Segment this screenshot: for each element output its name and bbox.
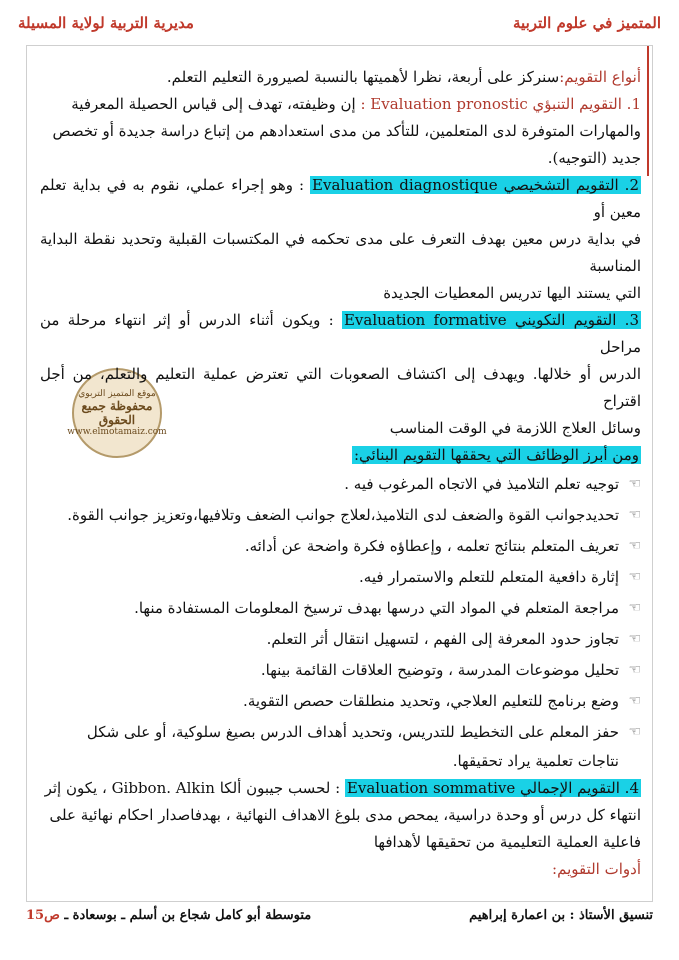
section3-text1: : ويكون أثناء الدرس أو إثر انتهاء مرحلة من مراحل	[40, 311, 641, 356]
section2-line1	[40, 172, 641, 226]
section4-highlight	[345, 779, 641, 797]
list-item-text: حفز المعلم على التخطيط للتدريس، وتحديد أهداف الدرس بصيغ سلوكية، أو على شكل	[86, 723, 619, 741]
header-right-title: المتميز في علوم التربية	[513, 14, 661, 32]
stamp-bottom-text: www.elmotamaiz.com	[67, 427, 167, 437]
page-footer	[26, 908, 653, 932]
list-continuation: نتاجات تعلمية يراد تحقيقها.	[452, 752, 619, 770]
section4-label: التقويم الإجمالي Evaluation sommative	[346, 779, 620, 797]
list-item	[40, 562, 641, 593]
list-item-text: إثارة دافعية المتعلم للتعلم والاستمرار فيه.	[359, 568, 619, 586]
intro-paragraph	[40, 64, 641, 91]
footer-school: متوسطة أبو كامل شجاع بن أسلم ـ بوسعادة ـ	[64, 908, 312, 923]
document-body	[40, 64, 641, 883]
section3-number: 3.	[624, 311, 639, 329]
footer-school-page	[26, 908, 311, 923]
section3-line3: وسائل العلاج اللازمة في الوقت المناسب	[389, 419, 641, 437]
tools-heading: أدوات التقويم:	[552, 860, 641, 878]
section3-highlight	[342, 311, 641, 329]
section2-text1: : وهو إجراء عملي، نقوم به في بداية تعلم معين أو	[40, 176, 641, 221]
section4-number: 4.	[624, 779, 639, 797]
section1-line2: والمهارات المتوفرة لدى المتعلمين، للتأكد من مدى استعدادهم من إتباع دراسة جديدة أو تخصص	[52, 122, 641, 140]
list-item	[40, 531, 641, 562]
hand-pointing-icon: ☜	[628, 476, 641, 492]
section3-subheading-row	[40, 442, 641, 469]
hand-pointing-icon: ☜	[628, 662, 641, 678]
section4-line3: فاعلية العملية التعليمية من تحقيقها لأهدافها	[373, 833, 641, 851]
page-number: ص15	[26, 908, 60, 923]
list-item-text: تحليل موضوعات المدرسة ، وتوضيح العلاقات القائمة بينها.	[260, 661, 619, 679]
section2-label: التقويم التشخيصي Evaluation diagnostique	[312, 176, 619, 194]
hand-pointing-icon: ☜	[628, 507, 641, 523]
list-item-text: وضع برنامج للتعليم العلاجي، وتحديد منطلقات حصص التقوية.	[243, 692, 619, 710]
section1-text1: إن وظيفته، تهدف إلى قياس الحصيلة المعرفية	[71, 95, 361, 113]
section3-line2: الدرس أو خلالها. ويهدف إلى اكتشاف الصعوبات التي تعترض عملية التعليم والتعلم، من أجل اقتراح	[40, 365, 641, 410]
hand-pointing-icon: ☜	[628, 631, 641, 647]
list-item	[40, 717, 641, 748]
footer-coordinator: تنسيق الأستاذ : بن اعمارة إبراهيم	[469, 908, 653, 923]
page-header	[18, 14, 661, 40]
section4-line2: انتهاء كل درس أو وحدة دراسية، يمحص مدى بلوغ الاهداف النهائية ، بهدفاصدار احكام نهائية على	[49, 806, 641, 824]
frame-accent-bar	[647, 46, 649, 176]
list-item-text: توجيه تعلم التلاميذ في الاتجاه المرغوب فيه .	[344, 475, 619, 493]
section3-label: التقويم التكويني Evaluation formative	[343, 311, 617, 329]
list-item-text: مراجعة المتعلم في المواد التي درسها بهدف ترسيخ المعلومات المستفادة منها.	[134, 599, 619, 617]
hand-pointing-icon: ☜	[628, 538, 641, 554]
section1-line3: جديد (التوجيه).	[547, 149, 641, 167]
list-item-text: تجاوز حدود المعرفة إلى الفهم ، لتسهيل انتقال أثر التعلم.	[266, 630, 619, 648]
section1-number: 1.	[626, 95, 641, 113]
list-item-text: تحديدجوانب القوة والضعف لدى التلاميذ،لعلاج جوانب الضعف وتلافيها،وتعزيز جوانب القوة.	[67, 506, 619, 524]
list-item-text: تعريف المتعلم بنتائج تعلمه ، وإعطاؤه فكرة واضحة عن أدائه.	[244, 537, 619, 555]
section2-line3: التي يستند اليها تدريس المعطيات الجديدة	[383, 284, 641, 302]
hand-pointing-icon: ☜	[628, 600, 641, 616]
section1-label: التقويم التنبؤي Evaluation pronostic :	[360, 95, 622, 113]
list-item	[40, 686, 641, 717]
hand-pointing-icon: ☜	[628, 693, 641, 709]
section3-line1	[40, 307, 641, 361]
section3-subheading: ومن أبرز الوظائف التي يحققها التقويم البنائي:	[354, 446, 639, 464]
hand-pointing-icon: ☜	[628, 724, 641, 740]
hand-pointing-icon: ☜	[628, 569, 641, 585]
section2-number: 2.	[624, 176, 639, 194]
list-item	[40, 655, 641, 686]
list-item	[40, 593, 641, 624]
section4-line1	[40, 775, 641, 802]
header-left-title: مديرية التربية لولاية المسيلة	[18, 14, 194, 32]
section2-highlight	[310, 176, 641, 194]
list-item	[40, 624, 641, 655]
intro-label: أنواع التقويم:	[559, 68, 641, 86]
list-item	[40, 500, 641, 531]
section2-line2: في بداية درس معين بهدف التعرف على مدى تحكمه في المكتسبات القبلية وتحديد نقطة البداية المناسبة	[40, 230, 641, 275]
stamp-middle-text: محفوظة جميع الحقوق	[81, 399, 153, 427]
intro-text: سنركز على أربعة، نظرا لأهميتها بالنسبة لصيرورة التعليم التعلم.	[166, 68, 560, 86]
section1-line1	[40, 91, 641, 118]
functions-list	[40, 469, 641, 748]
section4-text1: : لحسب جيبون ألكا Gibbon. Alkin ، يكون إثر	[44, 779, 345, 797]
stamp-top-text: موقع المتميز التربوي	[78, 389, 156, 399]
list-item	[40, 469, 641, 500]
